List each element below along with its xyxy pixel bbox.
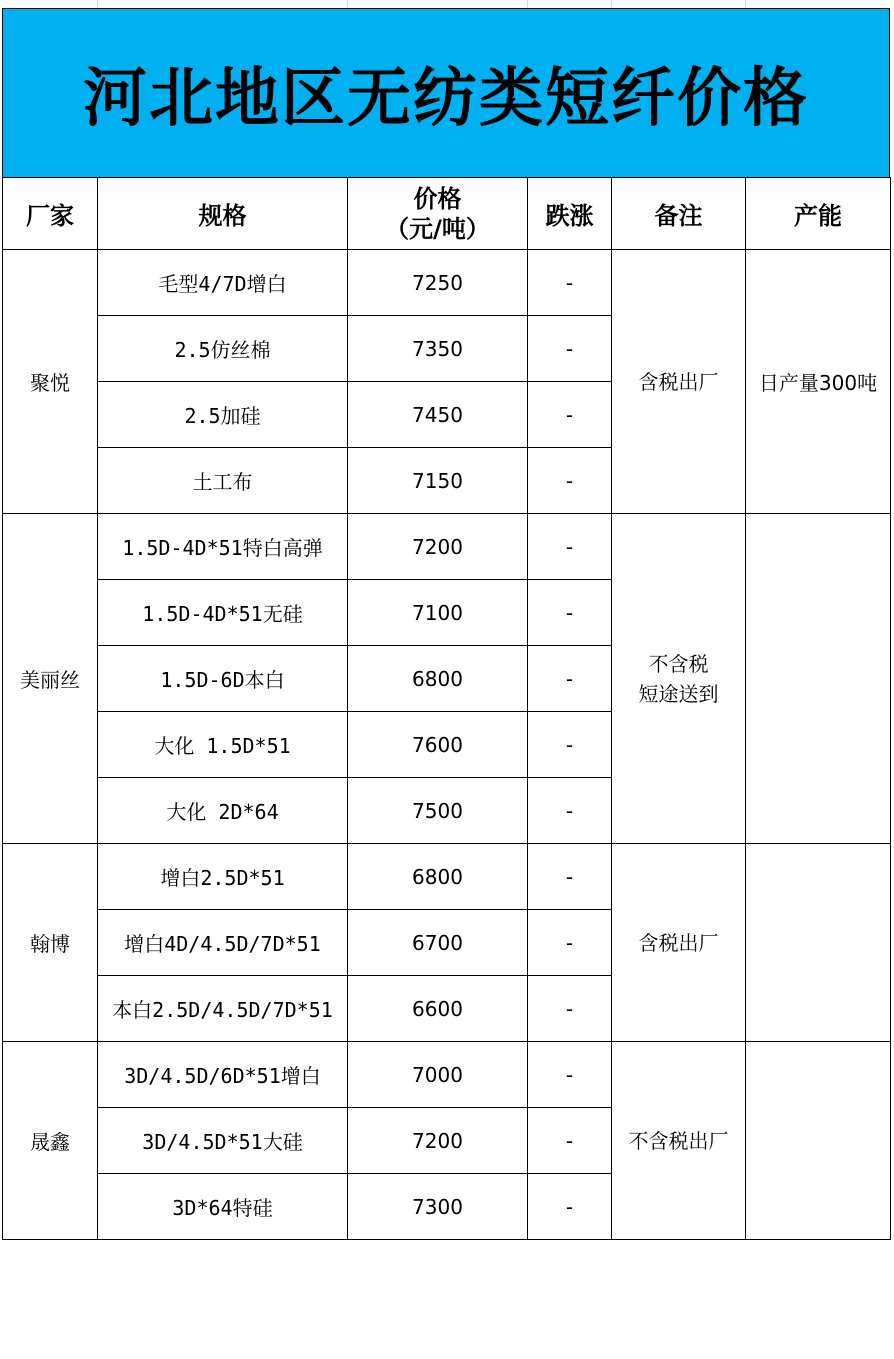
spec-cell: 1.5D-6D本白 — [98, 646, 348, 712]
remark-cell: 含税出厂 — [612, 250, 746, 514]
spec-cell: 毛型4/7D增白 — [98, 250, 348, 316]
spec-cell: 增白2.5D*51 — [98, 844, 348, 910]
spec-cell: 3D/4.5D/6D*51增白 — [98, 1042, 348, 1108]
header-change: 跌涨 — [528, 178, 612, 250]
price-cell: 7200 — [348, 1108, 528, 1174]
spec-cell: 1.5D-4D*51无硅 — [98, 580, 348, 646]
page-title: 河北地区无纺类短纤价格 — [83, 61, 809, 136]
change-cell: - — [528, 1174, 612, 1240]
maker-cell: 聚悦 — [3, 250, 98, 514]
price-cell: 7100 — [348, 580, 528, 646]
remark-cell: 不含税 短途送到 — [612, 514, 746, 844]
maker-cell: 翰博 — [3, 844, 98, 1042]
header-remark: 备注 — [612, 178, 746, 250]
capacity-cell — [746, 844, 891, 1042]
header-price — [348, 178, 528, 250]
change-cell: - — [528, 514, 612, 580]
spec-cell: 大化 1.5D*51 — [98, 712, 348, 778]
price-cell: 7450 — [348, 382, 528, 448]
price-cell: 6600 — [348, 976, 528, 1042]
change-cell: - — [528, 844, 612, 910]
price-table — [2, 177, 891, 1240]
price-cell: 7350 — [348, 316, 528, 382]
change-cell: - — [528, 976, 612, 1042]
capacity-cell — [746, 1042, 891, 1240]
price-cell: 6700 — [348, 910, 528, 976]
price-cell: 7300 — [348, 1174, 528, 1240]
header-maker: 厂家 — [3, 178, 98, 250]
price-cell: 7250 — [348, 250, 528, 316]
maker-cell: 美丽丝 — [3, 514, 98, 844]
spec-cell: 大化 2D*64 — [98, 778, 348, 844]
spec-cell: 2.5仿丝棉 — [98, 316, 348, 382]
change-cell: - — [528, 646, 612, 712]
change-cell: - — [528, 712, 612, 778]
price-cell: 7150 — [348, 448, 528, 514]
spec-cell: 3D*64特硅 — [98, 1174, 348, 1240]
table-row — [3, 844, 891, 910]
remark-cell: 含税出厂 — [612, 844, 746, 1042]
title-banner — [2, 8, 890, 178]
table-row — [3, 250, 891, 316]
header-row — [3, 178, 891, 250]
capacity-cell: 日产量300吨 — [746, 250, 891, 514]
capacity-cell — [746, 514, 891, 844]
table-row — [3, 514, 891, 580]
change-cell: - — [528, 382, 612, 448]
header-price-unit: （元/吨） — [385, 214, 490, 243]
change-cell: - — [528, 316, 612, 382]
spec-cell: 3D/4.5D*51大硅 — [98, 1108, 348, 1174]
price-cell: 6800 — [348, 646, 528, 712]
spec-cell: 增白4D/4.5D/7D*51 — [98, 910, 348, 976]
price-cell: 7600 — [348, 712, 528, 778]
change-cell: - — [528, 448, 612, 514]
header-spec: 规格 — [98, 178, 348, 250]
change-cell: - — [528, 580, 612, 646]
maker-cell: 晟鑫 — [3, 1042, 98, 1240]
change-cell: - — [528, 778, 612, 844]
change-cell: - — [528, 910, 612, 976]
price-cell: 7200 — [348, 514, 528, 580]
remark-cell: 不含税出厂 — [612, 1042, 746, 1240]
spec-cell: 本白2.5D/4.5D/7D*51 — [98, 976, 348, 1042]
table-row — [3, 1042, 891, 1108]
spec-cell: 2.5加硅 — [98, 382, 348, 448]
price-cell: 7500 — [348, 778, 528, 844]
spec-cell: 土工布 — [98, 448, 348, 514]
spec-cell: 1.5D-4D*51特白高弹 — [98, 514, 348, 580]
header-price-label: 价格 — [413, 184, 462, 213]
price-cell: 6800 — [348, 844, 528, 910]
change-cell: - — [528, 1108, 612, 1174]
price-cell: 7000 — [348, 1042, 528, 1108]
change-cell: - — [528, 1042, 612, 1108]
header-capacity: 产能 — [746, 178, 891, 250]
change-cell: - — [528, 250, 612, 316]
